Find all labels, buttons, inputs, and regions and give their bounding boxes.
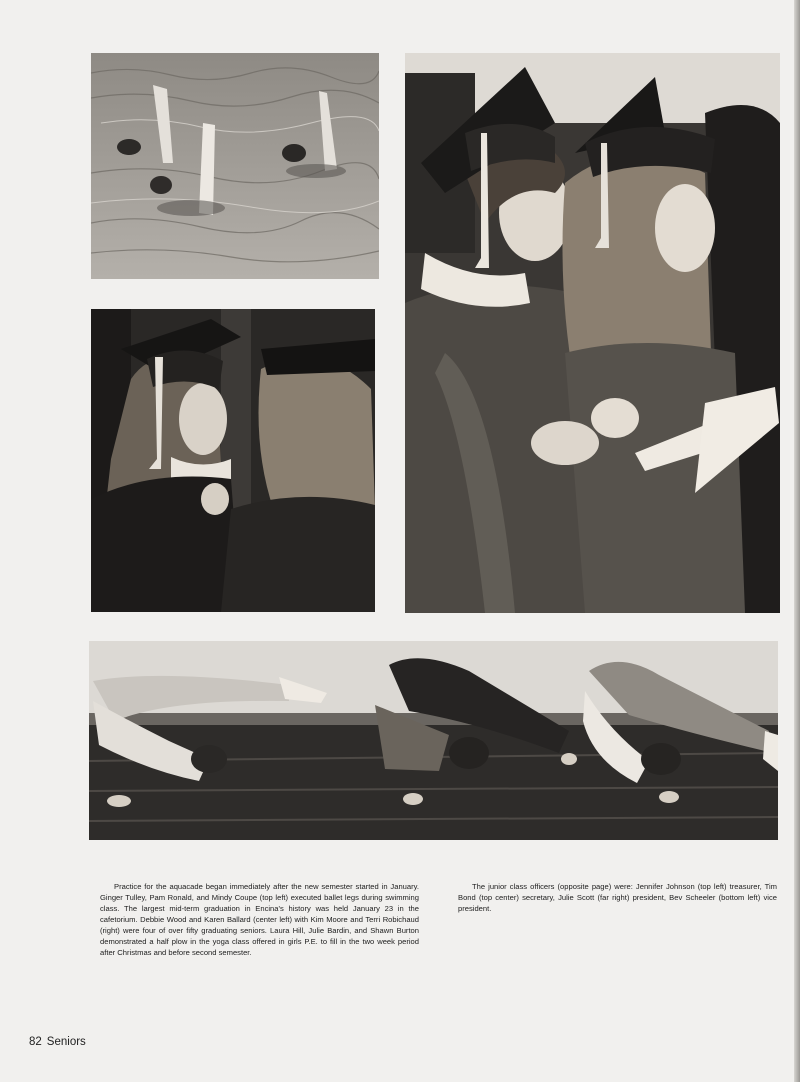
section-name: Seniors [46,1036,86,1048]
page-folio [29,1036,91,1048]
page-edge [794,0,800,1082]
graduates-adjusting-gown-photo [91,309,375,612]
aquacade-ballet-legs-photo [91,53,379,279]
page-number: 82 [29,1036,42,1048]
graduates-in-line-photo [405,53,780,613]
caption-left: Practice for the aquacade began immediately after the new semester started in January. Ginger Tulley, Pam Ronald, and Mindy Coupe (top left) executed ballet legs during swimming class. The largest mid-term graduation in Encina's history was held January 23 in the cafetorium. Debbie Wood and Karen Ballard (center left) with Kim Moore and Terri Robichaud (right) were four of over fifty graduating seniors. Laura Hill, Julie Bardin, and Shawn Burton demonstrated a half plow in the yoga class offered in girls P.E. to fill in the two week period after Christmas and before second semester. [100,881,419,958]
yoga-half-plow-photo [89,641,778,840]
caption-right: The junior class officers (opposite page) were: Jennifer Johnson (top left) treasurer, Tim Bond (top center) secretary, Julie Scott (far right) president, Bev Scheeler (bottom left) vice president. [458,881,777,913]
